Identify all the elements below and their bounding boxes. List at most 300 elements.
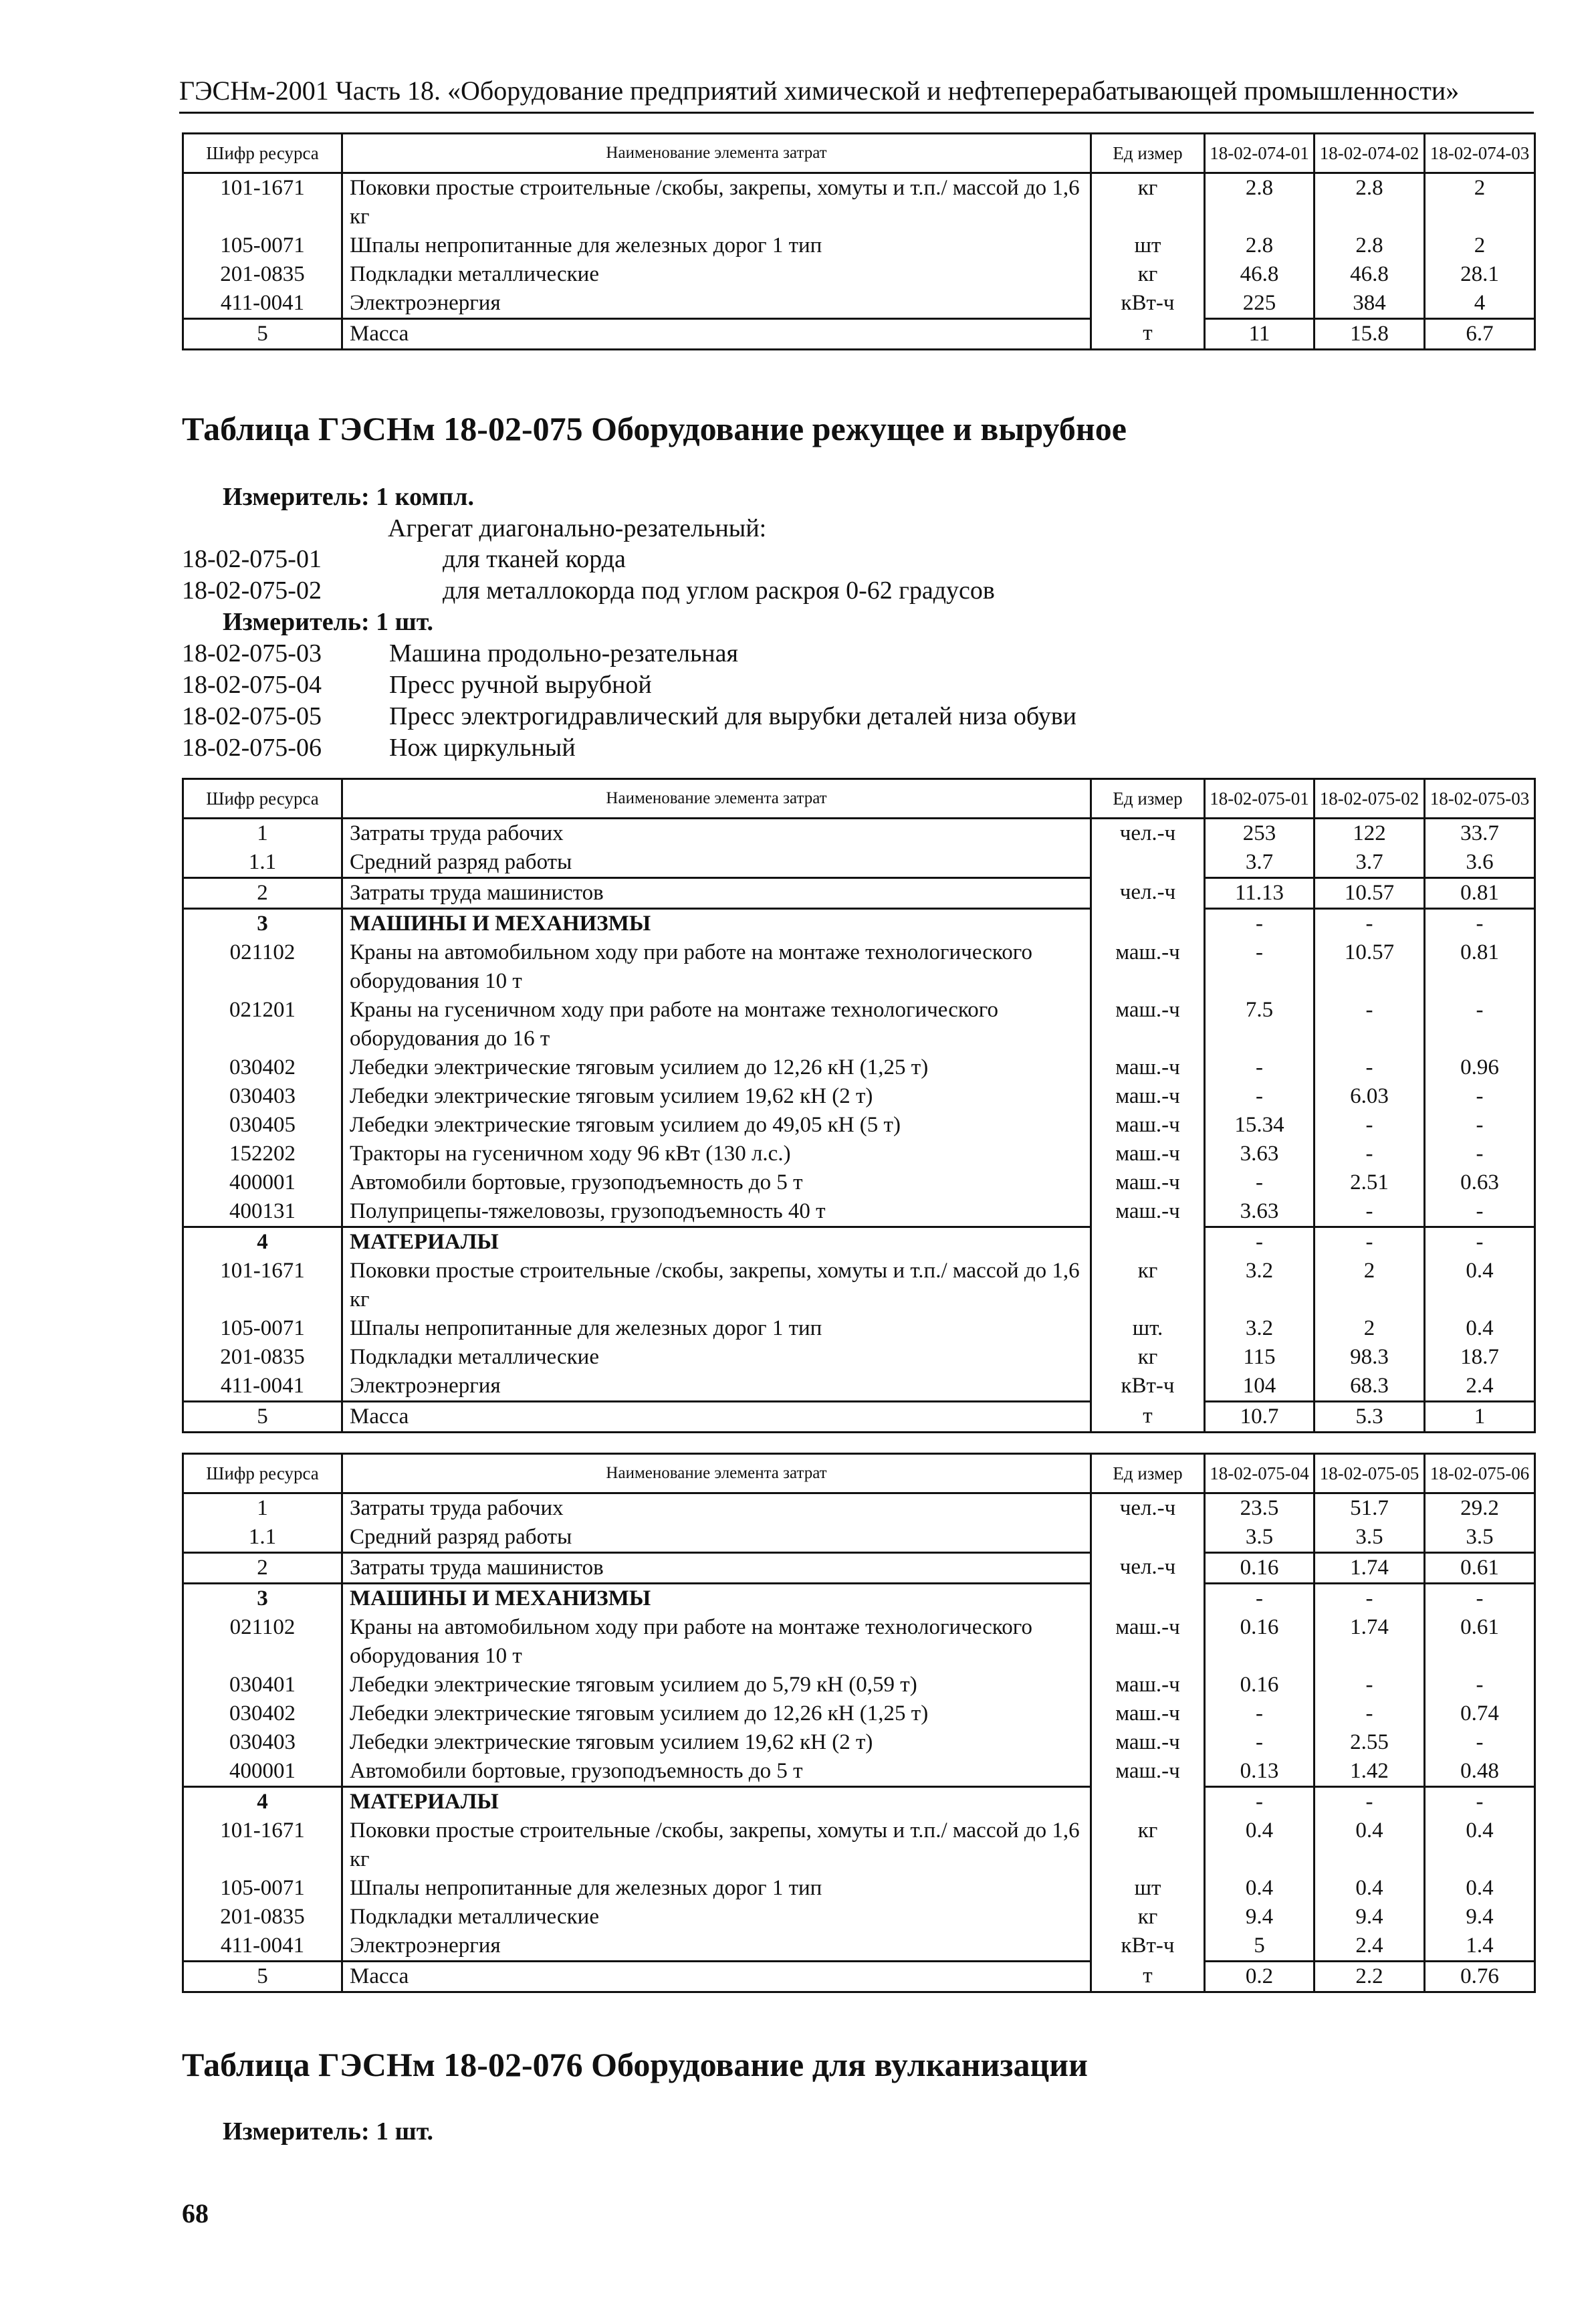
cell-value: 2.4 (1315, 1931, 1425, 1962)
cell-value: 3.63 (1205, 1197, 1315, 1227)
table-header-row (183, 779, 1535, 819)
cell-value: 0.76 (1425, 1962, 1535, 1992)
cell-value: 2.8 (1315, 173, 1425, 232)
table-row (183, 878, 1535, 909)
cell-value: 122 (1315, 819, 1425, 849)
table-row (183, 1931, 1535, 1962)
cell-value: 2.55 (1315, 1728, 1425, 1757)
cell-value: 2 (1425, 231, 1535, 260)
cell-unit: кг (1091, 1257, 1205, 1314)
cell-value: 0.74 (1425, 1699, 1535, 1728)
cell-value: 5.3 (1315, 1402, 1425, 1433)
measure-value: 1 шт. (376, 608, 434, 636)
cell-value: 0.4 (1425, 1874, 1535, 1903)
resource-table-074 (182, 132, 1536, 350)
cell-value: 0.4 (1315, 1874, 1425, 1903)
cell-value: 2.2 (1315, 1962, 1425, 1992)
cell-name: Шпалы непропитанные для железных дорог 1 тип (342, 1874, 1091, 1903)
table-header-row (183, 1454, 1535, 1493)
col-header-unit: Ед измер (1091, 134, 1205, 173)
cell-code: 105-0071 (183, 1314, 342, 1343)
cell-value: 253 (1205, 819, 1315, 849)
cell-unit (1091, 1523, 1205, 1553)
table-row (183, 289, 1535, 319)
cell-unit: маш.-ч (1091, 1082, 1205, 1111)
cell-code: 5 (183, 319, 342, 350)
cell-code: 400001 (183, 1168, 342, 1197)
cell-unit: маш.-ч (1091, 1111, 1205, 1140)
cell-code: 021201 (183, 996, 342, 1053)
cell-value: - (1205, 1787, 1315, 1817)
cell-value: 3.2 (1205, 1257, 1315, 1314)
cell-unit: маш.-ч (1091, 1168, 1205, 1197)
measure-label: Измеритель: (223, 483, 370, 511)
cell-value: 0.2 (1205, 1962, 1315, 1992)
cell-name: Шпалы непропитанные для железных дорог 1 тип (342, 1314, 1091, 1343)
cell-code: 030401 (183, 1671, 342, 1699)
cell-value: 0.4 (1425, 1257, 1535, 1314)
cell-unit: маш.-ч (1091, 1728, 1205, 1757)
cell-value: 46.8 (1205, 260, 1315, 289)
table-row (183, 1053, 1535, 1082)
cell-name: Затраты труда машинистов (342, 878, 1091, 909)
cell-unit: маш.-ч (1091, 1053, 1205, 1082)
table-row (183, 1757, 1535, 1787)
table-row (183, 1257, 1535, 1314)
norm-list-item (182, 544, 626, 574)
cell-name: Краны на гусеничном ходу при работе на монтаже технологического оборудования до 16 т (342, 996, 1091, 1053)
table-row (183, 260, 1535, 289)
cell-code: 400131 (183, 1197, 342, 1227)
cell-unit: шт (1091, 231, 1205, 260)
cell-value: - (1205, 1082, 1315, 1111)
cell-value: 2.8 (1205, 173, 1315, 232)
cell-unit: маш.-ч (1091, 996, 1205, 1053)
cell-value: 2.4 (1425, 1372, 1535, 1402)
table-body (183, 819, 1535, 1433)
cell-value: 2.8 (1205, 231, 1315, 260)
table-row (183, 231, 1535, 260)
norm-list-item (182, 576, 995, 605)
table-row (183, 1168, 1535, 1197)
cell-code: 2 (183, 878, 342, 909)
cell-value: 0.16 (1205, 1553, 1315, 1584)
resource-table-075-a (182, 778, 1536, 1433)
cell-code: 201-0835 (183, 1903, 342, 1931)
table-row (183, 1671, 1535, 1699)
table-row (183, 996, 1535, 1053)
cell-code: 030403 (183, 1728, 342, 1757)
table-title-075: Таблица ГЭСНм 18-02-075 Оборудование режущее и вырубное (182, 410, 1127, 447)
cell-value: - (1315, 1111, 1425, 1140)
cell-name: Краны на автомобильном ходу при работе на монтаже технологического оборудования 10 т (342, 1613, 1091, 1671)
cell-value: 5 (1205, 1931, 1315, 1962)
page-header: ГЭСНм-2001 Часть 18. «Оборудование предприятий химической и нефтеперерабатывающей промышленности» (179, 75, 1534, 114)
cell-code: 030402 (183, 1699, 342, 1728)
cell-value: - (1315, 909, 1425, 939)
col-header-norm: 18-02-074-02 (1315, 134, 1425, 173)
cell-value: 9.4 (1205, 1903, 1315, 1931)
cell-code: 3 (183, 909, 342, 939)
cell-unit: кг (1091, 1343, 1205, 1372)
cell-unit: кВт-ч (1091, 1372, 1205, 1402)
cell-value: 3.7 (1205, 848, 1315, 878)
norm-name: Пресс электрогидравлический для вырубки деталей низа обуви (389, 702, 1076, 730)
cell-unit: кг (1091, 1816, 1205, 1874)
col-header-norm: 18-02-075-01 (1205, 779, 1315, 819)
cell-value: - (1425, 1728, 1535, 1757)
cell-value: - (1425, 1787, 1535, 1817)
cell-code: 5 (183, 1402, 342, 1433)
measure-line (223, 482, 474, 512)
cell-code: 1.1 (183, 848, 342, 878)
col-header-name: Наименование элемента затрат (342, 1454, 1091, 1493)
cell-unit: чел.-ч (1091, 1553, 1205, 1584)
cell-value: 23.5 (1205, 1493, 1315, 1524)
cell-value: 3.6 (1425, 848, 1535, 878)
cell-name: Затраты труда рабочих (342, 1493, 1091, 1524)
norm-code: 18-02-075-06 (182, 734, 322, 762)
cell-name: Поковки простые строительные /скобы, закрепы, хомуты и т.п./ массой до 1,6 кг (342, 173, 1091, 232)
cell-value: - (1205, 1227, 1315, 1257)
col-header-code: Шифр ресурса (183, 134, 342, 173)
cell-unit: маш.-ч (1091, 1671, 1205, 1699)
cell-value: 0.96 (1425, 1053, 1535, 1082)
cell-value: 28.1 (1425, 260, 1535, 289)
cell-code: 105-0071 (183, 1874, 342, 1903)
cell-value: 33.7 (1425, 819, 1535, 849)
table-row (183, 1787, 1535, 1817)
cell-value: 3.5 (1315, 1523, 1425, 1553)
cell-value: - (1425, 1140, 1535, 1168)
cell-name: Поковки простые строительные /скобы, закрепы, хомуты и т.п./ массой до 1,6 кг (342, 1257, 1091, 1314)
table-row (183, 938, 1535, 996)
cell-name: Лебедки электрические тяговым усилием до 12,26 кН (1,25 т) (342, 1699, 1091, 1728)
measure-line (223, 2117, 433, 2146)
cell-name: Электроэнергия (342, 289, 1091, 319)
table-row (183, 1874, 1535, 1903)
col-header-norm: 18-02-075-04 (1205, 1454, 1315, 1493)
cell-value: 0.61 (1425, 1553, 1535, 1584)
cell-value: - (1205, 1728, 1315, 1757)
cell-value: 11.13 (1205, 878, 1315, 909)
cell-code: 411-0041 (183, 1372, 342, 1402)
table-row (183, 1553, 1535, 1584)
table-row (183, 1613, 1535, 1671)
col-header-unit: Ед измер (1091, 1454, 1205, 1493)
cell-unit: чел.-ч (1091, 878, 1205, 909)
cell-unit: кВт-ч (1091, 289, 1205, 319)
table-row (183, 1372, 1535, 1402)
cell-code: 201-0835 (183, 1343, 342, 1372)
cell-name: Электроэнергия (342, 1372, 1091, 1402)
cell-name: МАШИНЫ И МЕХАНИЗМЫ (342, 1584, 1091, 1614)
cell-value: 0.4 (1205, 1874, 1315, 1903)
cell-value: 4 (1425, 289, 1535, 319)
col-header-unit: Ед измер (1091, 779, 1205, 819)
cell-unit: чел.-ч (1091, 1493, 1205, 1524)
cell-value: - (1315, 1053, 1425, 1082)
cell-name: Подкладки металлические (342, 260, 1091, 289)
cell-value: 0.16 (1205, 1613, 1315, 1671)
cell-value: 0.81 (1425, 878, 1535, 909)
cell-value: 2 (1315, 1257, 1425, 1314)
table-row (183, 319, 1535, 350)
cell-unit (1091, 1584, 1205, 1614)
table-row (183, 1402, 1535, 1433)
cell-unit: кг (1091, 173, 1205, 232)
cell-unit: шт. (1091, 1314, 1205, 1343)
cell-name: МАШИНЫ И МЕХАНИЗМЫ (342, 909, 1091, 939)
cell-code: 1 (183, 819, 342, 849)
table-row (183, 1584, 1535, 1614)
cell-name: Поковки простые строительные /скобы, закрепы, хомуты и т.п./ массой до 1,6 кг (342, 1816, 1091, 1874)
cell-value: 10.57 (1315, 878, 1425, 909)
cell-code: 400001 (183, 1757, 342, 1787)
cell-value: 0.61 (1425, 1613, 1535, 1671)
cell-value: 0.81 (1425, 938, 1535, 996)
table-header-row (183, 134, 1535, 173)
cell-value: - (1425, 1584, 1535, 1614)
cell-unit: кВт-ч (1091, 1931, 1205, 1962)
norm-code: 18-02-075-04 (182, 671, 322, 699)
cell-value: - (1425, 909, 1535, 939)
cell-value: 98.3 (1315, 1343, 1425, 1372)
cell-code: 021102 (183, 1613, 342, 1671)
cell-unit: маш.-ч (1091, 1699, 1205, 1728)
col-header-norm: 18-02-075-05 (1315, 1454, 1425, 1493)
cell-value: 115 (1205, 1343, 1315, 1372)
cell-code: 021102 (183, 938, 342, 996)
cell-unit: т (1091, 1402, 1205, 1433)
cell-name: Затраты труда машинистов (342, 1553, 1091, 1584)
cell-value: 2.8 (1315, 231, 1425, 260)
cell-value: - (1205, 1699, 1315, 1728)
cell-unit (1091, 1787, 1205, 1817)
cell-unit: маш.-ч (1091, 1757, 1205, 1787)
table-row (183, 848, 1535, 878)
cell-name: Лебедки электрические тяговым усилием 19,62 кН (2 т) (342, 1728, 1091, 1757)
table-title-076: Таблица ГЭСНм 18-02-076 Оборудование для вулканизации (182, 2046, 1088, 2083)
cell-value: - (1425, 996, 1535, 1053)
cell-name: Масса (342, 319, 1091, 350)
cell-value: 1.4 (1425, 1931, 1535, 1962)
table-row (183, 1227, 1535, 1257)
cell-code: 4 (183, 1787, 342, 1817)
cell-value: 104 (1205, 1372, 1315, 1402)
cell-value: 1.74 (1315, 1613, 1425, 1671)
cell-code: 101-1671 (183, 1816, 342, 1874)
cell-code: 5 (183, 1962, 342, 1992)
cell-code: 105-0071 (183, 231, 342, 260)
cell-value: 0.4 (1205, 1816, 1315, 1874)
cell-value: 11 (1205, 319, 1315, 350)
norm-name: Машина продольно-резательная (389, 639, 738, 667)
cell-name: Средний разряд работы (342, 848, 1091, 878)
cell-value: 0.63 (1425, 1168, 1535, 1197)
cell-value: 7.5 (1205, 996, 1315, 1053)
cell-value: 46.8 (1315, 260, 1425, 289)
norm-code: 18-02-075-05 (182, 702, 322, 730)
norm-code: 18-02-075-01 (182, 545, 322, 573)
table-row (183, 1343, 1535, 1372)
cell-name: Автомобили бортовые, грузоподъемность до 5 т (342, 1757, 1091, 1787)
cell-code: 101-1671 (183, 1257, 342, 1314)
cell-value: - (1315, 1584, 1425, 1614)
cell-name: Электроэнергия (342, 1931, 1091, 1962)
cell-value: 1 (1425, 1402, 1535, 1433)
cell-name: Лебедки электрические тяговым усилием до 49,05 кН (5 т) (342, 1111, 1091, 1140)
cell-value: - (1315, 1140, 1425, 1168)
cell-code: 1 (183, 1493, 342, 1524)
cell-unit: шт (1091, 1874, 1205, 1903)
table-row (183, 1903, 1535, 1931)
cell-name: Масса (342, 1962, 1091, 1992)
cell-value: - (1205, 938, 1315, 996)
cell-unit: чел.-ч (1091, 819, 1205, 849)
cell-unit: т (1091, 1962, 1205, 1992)
cell-value: 6.7 (1425, 319, 1535, 350)
cell-code: 411-0041 (183, 289, 342, 319)
cell-code: 152202 (183, 1140, 342, 1168)
cell-name: МАТЕРИАЛЫ (342, 1227, 1091, 1257)
cell-unit: маш.-ч (1091, 1140, 1205, 1168)
cell-value: 0.4 (1425, 1816, 1535, 1874)
cell-code: 1.1 (183, 1523, 342, 1553)
measure-line (223, 607, 433, 637)
cell-value: 18.7 (1425, 1343, 1535, 1372)
cell-value: 2 (1425, 173, 1535, 232)
cell-code: 4 (183, 1227, 342, 1257)
col-header-norm: 18-02-075-06 (1425, 1454, 1535, 1493)
cell-value: - (1205, 1053, 1315, 1082)
cell-unit: кг (1091, 1903, 1205, 1931)
cell-name: Подкладки металлические (342, 1343, 1091, 1372)
cell-value: 0.13 (1205, 1757, 1315, 1787)
cell-value: 225 (1205, 289, 1315, 319)
cell-name: Тракторы на гусеничном ходу 96 кВт (130 л.с.) (342, 1140, 1091, 1168)
cell-value: 0.4 (1315, 1816, 1425, 1874)
cell-value: - (1205, 909, 1315, 939)
cell-value: 15.34 (1205, 1111, 1315, 1140)
table-row (183, 173, 1535, 232)
table-body (183, 173, 1535, 350)
measure-value: 1 компл. (376, 483, 474, 511)
cell-value: - (1315, 1699, 1425, 1728)
cell-unit: маш.-ч (1091, 1197, 1205, 1227)
cell-code: 101-1671 (183, 173, 342, 232)
cell-code: 030402 (183, 1053, 342, 1082)
table-row (183, 1816, 1535, 1874)
measure-label: Измеритель: (223, 2117, 370, 2146)
norm-list-item (182, 702, 1076, 731)
cell-value: - (1205, 1168, 1315, 1197)
cell-value: 3.63 (1205, 1140, 1315, 1168)
norm-name: для тканей корда (443, 545, 626, 573)
table-row (183, 1140, 1535, 1168)
cell-value: 3.5 (1425, 1523, 1535, 1553)
col-header-code: Шифр ресурса (183, 779, 342, 819)
cell-value: 2 (1315, 1314, 1425, 1343)
cell-value: - (1315, 1227, 1425, 1257)
col-header-name: Наименование элемента затрат (342, 779, 1091, 819)
cell-value: 9.4 (1315, 1903, 1425, 1931)
table-body (183, 1493, 1535, 1992)
measure-value: 1 шт. (376, 2117, 434, 2146)
cell-value: 10.57 (1315, 938, 1425, 996)
col-header-name: Наименование элемента затрат (342, 134, 1091, 173)
cell-value: 1.74 (1315, 1553, 1425, 1584)
table-row (183, 1523, 1535, 1553)
cell-value: - (1315, 1197, 1425, 1227)
cell-value: - (1315, 996, 1425, 1053)
cell-value: 0.4 (1425, 1314, 1535, 1343)
cell-name: МАТЕРИАЛЫ (342, 1787, 1091, 1817)
cell-code: 411-0041 (183, 1931, 342, 1962)
cell-value: 1.42 (1315, 1757, 1425, 1787)
cell-value: 9.4 (1425, 1903, 1535, 1931)
cell-code: 030405 (183, 1111, 342, 1140)
cell-value: - (1315, 1671, 1425, 1699)
cell-value: 29.2 (1425, 1493, 1535, 1524)
cell-value: 0.16 (1205, 1671, 1315, 1699)
cell-value: 51.7 (1315, 1493, 1425, 1524)
cell-name: Лебедки электрические тяговым усилием до 12,26 кН (1,25 т) (342, 1053, 1091, 1082)
norm-code: 18-02-075-02 (182, 577, 322, 605)
cell-value: 3.5 (1205, 1523, 1315, 1553)
cell-value: - (1425, 1111, 1535, 1140)
table-row (183, 1962, 1535, 1992)
col-header-norm: 18-02-075-03 (1425, 779, 1535, 819)
cell-value: - (1425, 1671, 1535, 1699)
cell-code: 3 (183, 1584, 342, 1614)
cell-value: - (1425, 1197, 1535, 1227)
cell-value: 0.48 (1425, 1757, 1535, 1787)
cell-code: 030403 (183, 1082, 342, 1111)
cell-value: 384 (1315, 289, 1425, 319)
table-row (183, 1493, 1535, 1524)
table-row (183, 819, 1535, 849)
table-row (183, 1197, 1535, 1227)
cell-unit (1091, 1227, 1205, 1257)
cell-name: Затраты труда рабочих (342, 819, 1091, 849)
cell-name: Подкладки металлические (342, 1903, 1091, 1931)
cell-unit: т (1091, 319, 1205, 350)
cell-code: 2 (183, 1553, 342, 1584)
cell-value: 2.51 (1315, 1168, 1425, 1197)
cell-value: - (1205, 1584, 1315, 1614)
cell-unit (1091, 848, 1205, 878)
col-header-code: Шифр ресурса (183, 1454, 342, 1493)
cell-name: Средний разряд работы (342, 1523, 1091, 1553)
table-row (183, 1728, 1535, 1757)
norm-name: Нож циркульный (389, 734, 576, 762)
cell-unit: кг (1091, 260, 1205, 289)
table-row (183, 1082, 1535, 1111)
col-header-norm: 18-02-074-01 (1205, 134, 1315, 173)
cell-unit: маш.-ч (1091, 938, 1205, 996)
cell-name: Шпалы непропитанные для железных дорог 1 тип (342, 231, 1091, 260)
cell-value: - (1425, 1082, 1535, 1111)
cell-unit (1091, 909, 1205, 939)
cell-value: 6.03 (1315, 1082, 1425, 1111)
cell-name: Краны на автомобильном ходу при работе на монтаже технологического оборудования 10 т (342, 938, 1091, 996)
page-number: 68 (182, 2198, 209, 2228)
norm-list-item (182, 733, 576, 762)
cell-code: 201-0835 (183, 260, 342, 289)
table-row (183, 909, 1535, 939)
cell-value: 68.3 (1315, 1372, 1425, 1402)
